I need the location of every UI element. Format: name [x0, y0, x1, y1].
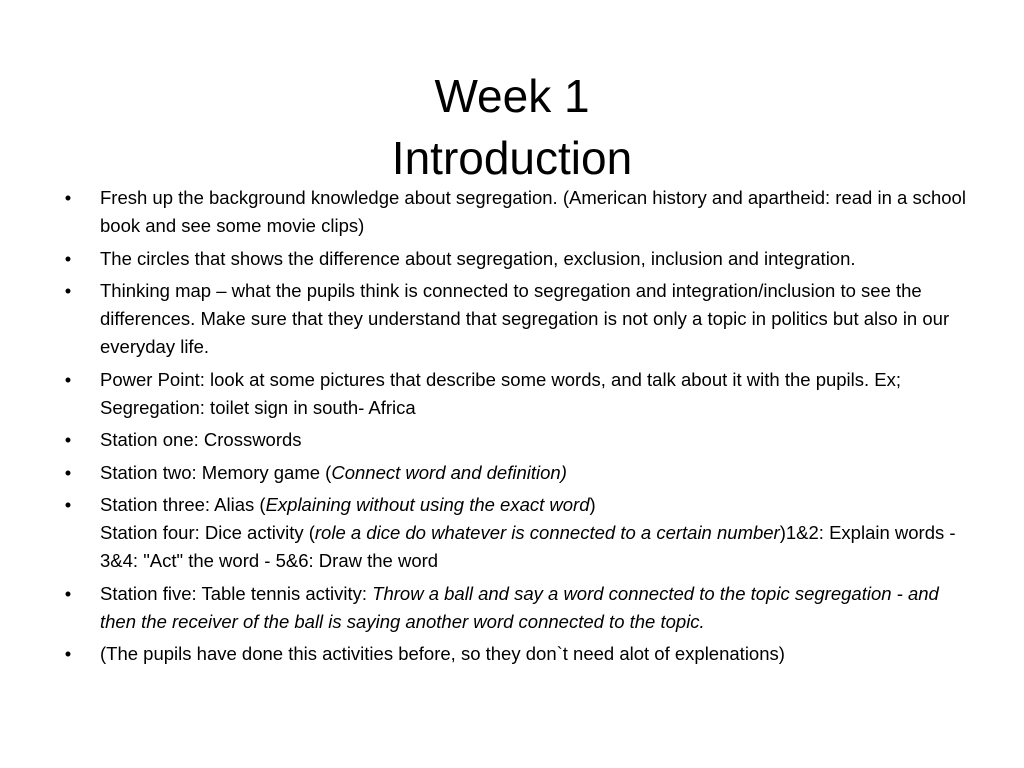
list-item	[58, 491, 968, 575]
bullet-text-italic: Throw a ball and say a word connected to the topic segregation - and then the receiver of the ball is saying another word connected to the topic.	[100, 582, 939, 632]
bullet-icon: •	[64, 494, 72, 515]
bullet-line-station-three	[100, 491, 968, 519]
list-item	[58, 184, 968, 240]
bullet-text-plain: Station four: Dice activity (	[100, 522, 315, 543]
bullet-text-plain: )1&2: Explain words - 3&4: "Act" the word - 5&6: Draw the word	[100, 522, 956, 571]
bullet-text: Thinking map – what the pupils think is connected to segregation and integration/inclusion to see the differences. Make sure that they understand that segregation is not only a topic in politics but also in our everyday life.	[100, 280, 950, 357]
bullet-text: (The pupils have done this activities before, so they don`t need alot of explenations)	[100, 643, 785, 664]
bullet-text-plain: Station two: Memory game (	[100, 461, 332, 483]
bullet-icon: •	[64, 461, 72, 483]
bullet-text: Station one: Crosswords	[100, 429, 302, 450]
title-line-introduction: Introduction	[391, 131, 633, 184]
bullet-text-italic: Explaining without using the exact word	[265, 494, 590, 515]
bullet-line-station-four	[100, 519, 968, 575]
bullet-list	[58, 184, 968, 673]
bullet-text-italic: Connect word and definition)	[331, 461, 567, 483]
list-item	[58, 366, 968, 422]
bullet-icon: •	[64, 643, 72, 664]
bullet-text	[100, 583, 939, 632]
bullet-icon: •	[64, 429, 72, 450]
bullet-icon: •	[64, 280, 72, 301]
title-line-week: Week 1	[434, 69, 590, 122]
list-item	[58, 640, 968, 668]
bullet-text-italic: role a dice do whatever is connected to a certain number	[314, 522, 780, 543]
list-item	[58, 459, 968, 487]
bullet-text: The circles that shows the difference about segregation, exclusion, inclusion and integration.	[100, 247, 856, 269]
bullet-text-plain: )	[589, 494, 596, 515]
list-item	[58, 245, 968, 273]
bullet-icon: •	[64, 187, 72, 208]
bullet-icon: •	[64, 368, 72, 390]
bullet-text: Power Point: look at some pictures that describe some words, and talk about it with the pupils. Ex; Segregation: toilet sign in south- Africa	[100, 368, 902, 418]
list-item	[58, 277, 968, 361]
slide-title	[0, 65, 1024, 189]
bullet-text: Fresh up the background knowledge about segregation. (American history and apartheid: read in a school book and see some movie clips)	[100, 187, 966, 236]
list-item	[58, 580, 968, 636]
bullet-icon: •	[64, 582, 72, 604]
bullet-text-plain: Station three: Alias (	[100, 494, 266, 515]
bullet-text	[100, 462, 567, 483]
bullet-text-plain: Station five: Table tennis activity:	[100, 582, 373, 604]
list-item	[58, 426, 968, 454]
bullet-icon: •	[64, 247, 72, 269]
